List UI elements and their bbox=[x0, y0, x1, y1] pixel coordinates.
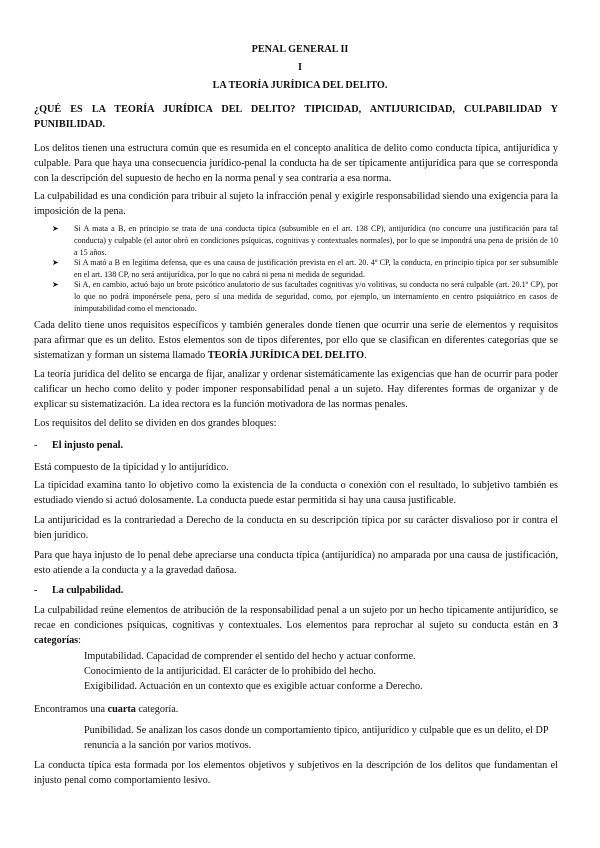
p11-bold: cuarta bbox=[107, 704, 136, 715]
arrow-bullet-icon: ➤ bbox=[52, 258, 59, 267]
category-item: Conocimiento de la antijuricidad. El carácter de lo prohibido del hecho. bbox=[84, 666, 376, 677]
page-title: LA TEORÍA JURÍDICA DEL DELITO. bbox=[212, 80, 388, 91]
paragraph-fourth bbox=[34, 702, 558, 717]
dash-marker: - bbox=[34, 440, 38, 451]
paragraph-intro: Los delitos tienen una estructura común que es resumida en el concepto analítica de delito como conducta típica, antijurídica y culpable. Para que haya una consecuencia jurídico-penal la conducta ha de ser típicamente antijurídica para que se corresponda con la descripción del supuesto de hecho en la norma penal y sea contraria a esa norma. bbox=[34, 143, 558, 184]
paragraph-injusto: Para que haya injusto de lo penal debe apreciarse una conducta típica (antijurídica) no amparada por una causa de justificación, esto atiende a la conducta y a la gravedad dañosa. bbox=[34, 550, 558, 576]
example-text: Si A mata a B, en principio se trata de una conducta típica (subsumible en el art. 138 CP), antijurídica (no concurre una justificación para tal conducta) y culpable (el autor obró en condiciones psíquicas, cognitivas y contextuales normales), por lo que se impondrá una pena de prisión de 10 a 15 años. bbox=[74, 224, 558, 257]
unit-heading: I bbox=[298, 62, 302, 73]
p10-end: : bbox=[78, 635, 81, 646]
block-heading-injusto bbox=[34, 438, 123, 453]
paragraph-composition: Está compuesto de la tipicidad y lo antijurídico. bbox=[34, 462, 229, 473]
paragraph-culpability: La culpabilidad es una condición para tribuir al sujeto la infracción penal y exigirle responsabilidad siendo una exigencia para la imposición de la pena. bbox=[34, 191, 558, 217]
course-heading: PENAL GENERAL II bbox=[251, 44, 349, 55]
p11-end: categoría. bbox=[135, 704, 179, 715]
example-text: Si A mató a B en legítima defensa, que es una causa de justificación prevista en el art. 20. 4º CP, la conducta, en principio típica por ser subsumible en el art. 138 CP, no será antijurídica, por lo que no cabrá ni pena ni medida de seguridad. bbox=[74, 258, 558, 279]
paragraph-conducta: La conducta típica esta formada por los elementos objetivos y subjetivos en la descripción de los delitos que fundamentan el injusto penal como comportamiento lesivo. bbox=[34, 760, 558, 786]
section-question: ¿QUÉ ES LA TEORÍA JURÍDICA DEL DELITO? TIPICIDAD, ANTIJURICIDAD, CULPABILIDAD Y PUNIBILIDAD. bbox=[34, 104, 558, 130]
block-title: La culpabilidad. bbox=[52, 585, 124, 596]
arrow-bullet-icon: ➤ bbox=[52, 224, 59, 233]
p3-end: . bbox=[364, 350, 367, 361]
block-heading-culpabilidad bbox=[34, 583, 123, 598]
p3-text: Cada delito tiene unos requisitos específicos y también generales donde tienen que ocurrir una serie de elementos y requisitos para afirmar que es un delito. Estos elementos son de tipos diferentes, por ello que se clasifican en diferentes categorías que se sistematizan y forman un sistema llamado bbox=[34, 320, 558, 361]
category-punibilidad: Punibilidad. Se analizan los casos donde un comportamiento típico, antijurídico y culpable que es un delito, el DP renuncia a la sanción por varios motivos. bbox=[84, 725, 549, 751]
paragraph-requirements bbox=[34, 318, 558, 363]
paragraph-tipicidad: La tipicidad examina tanto lo objetivo como la existencia de la conducta o conexión con el resultado, lo subjetivo también es estudiado viendo si actuó dolosamente. La conducta puede estar permitida si hay una causa justificable. bbox=[34, 480, 558, 506]
p10-bold: 3 categorías bbox=[34, 620, 558, 646]
paragraph-theory: La teoría jurídica del delito se encarga de fijar, analizar y ordenar sistemáticamente las exigencias que han de ocurrir para poder calificar un hecho como delito y poder imponer responsabilidad penal a un sujeto. Hay diferentes formas de organizar y de explicar su sistematización. La idea rectora es la función motivadora de las normas penales. bbox=[34, 369, 558, 410]
paragraph-blocks: Los requisitos del delito se dividen en dos grandes bloques: bbox=[34, 418, 277, 429]
category-item: Imputabilidad. Capacidad de comprender el sentido del hecho y actuar conforme. bbox=[84, 651, 416, 662]
p10-text: La culpabilidad reúne elementos de atribución de la responsabilidad penal a un sujeto por un hecho típicamente antijurídico, se recae en condiciones psíquicas, cognitivas y contextuales. Los elementos para reprochar al sujeto su conducta están en bbox=[34, 605, 558, 631]
paragraph-culpabilidad bbox=[34, 603, 558, 648]
p3-bold: TEORÍA JURÍDICA DEL DELITO bbox=[207, 350, 365, 361]
block-title: El injusto penal. bbox=[52, 440, 124, 451]
paragraph-antijuricidad: La antijuricidad es la contrariedad a Derecho de la conducta en su descripción típica por su carácter disvalioso por ir contra el bien jurídico. bbox=[34, 515, 558, 541]
p11-text: Encontramos una bbox=[34, 704, 108, 715]
category-item: Exigibilidad. Actuación en un contexto que es exigible actuar conforme a Derecho. bbox=[84, 681, 423, 692]
example-text: Si A, en cambio, actuó bajo un brote psicótico anulatorio de sus facultades cognitivas y/o volitivas, su conducta no será culpable (art. 20.1º CP), por lo que no podrá imponérsele pena, pero sí una medida de seguridad, como, por ejemplo, un internamiento en centro psiquiátrico en casos de inimputabilidad como el mencionado. bbox=[74, 280, 558, 313]
arrow-bullet-icon: ➤ bbox=[52, 280, 59, 289]
dash-marker: - bbox=[34, 585, 38, 596]
